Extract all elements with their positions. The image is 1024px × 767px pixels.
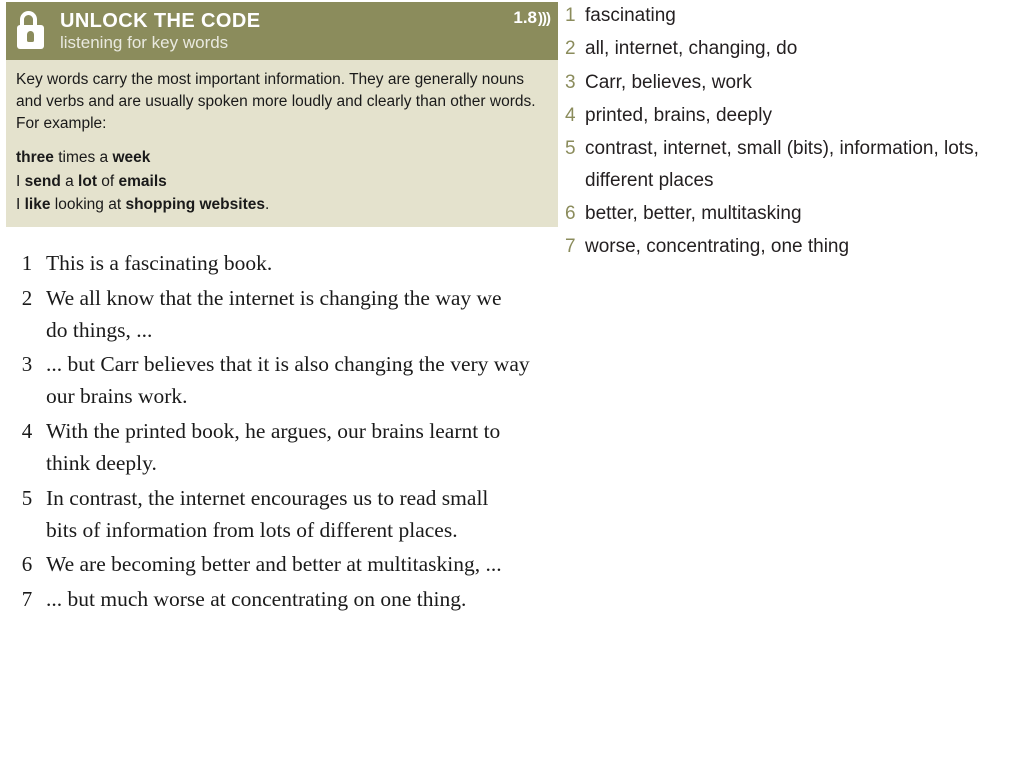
example-sentence <box>16 146 546 170</box>
unlock-panel-header <box>6 2 558 60</box>
answer-key-text: worse, concentrating, one thing <box>585 236 850 258</box>
answer-key-number: 4 <box>565 105 576 127</box>
example-sentence <box>16 193 546 217</box>
sentence-item <box>8 349 708 413</box>
sentence-number: 7 <box>21 587 33 612</box>
example-sentence <box>16 170 546 194</box>
sentence-line: bits of information from lots of different places. <box>46 517 458 542</box>
sentence-number: 1 <box>21 251 33 275</box>
key-word: send <box>24 172 61 190</box>
answer-key-text: all, internet, changing, do <box>585 38 798 60</box>
unlock-panel-titles <box>60 10 260 51</box>
sentence-item <box>8 283 708 347</box>
answer-key-item <box>565 198 1020 229</box>
unlock-panel-examples <box>16 146 546 217</box>
key-word: emails <box>118 172 167 190</box>
key-word: like <box>24 196 51 214</box>
sentence-number: 2 <box>21 285 33 310</box>
answer-key-text: fascinating <box>585 5 676 26</box>
answer-key-number: 1 <box>565 5 576 26</box>
answer-key-number: 5 <box>565 138 576 160</box>
sentence-line: do things, ... <box>46 317 153 342</box>
sentence-line: think deeply. <box>46 450 157 475</box>
example-text: I <box>16 196 25 214</box>
answer-key-text: contrast, internet, small (bits), information, lots, <box>585 138 979 160</box>
audio-track-number: 1.8 <box>513 8 537 27</box>
sentence-item <box>8 248 708 280</box>
example-text: looking at <box>50 196 126 214</box>
sentence-number: 6 <box>21 552 33 577</box>
sentence-line: In contrast, the internet encourages us to read small <box>46 485 489 510</box>
sentence-item <box>8 549 708 581</box>
answer-key-number: 6 <box>565 203 576 225</box>
answer-key-list <box>565 0 1020 265</box>
example-text: a <box>60 172 79 190</box>
answer-key-item <box>565 133 1020 196</box>
unlock-panel-subtitle: listening for key words <box>60 32 229 52</box>
sentence-item <box>8 584 708 616</box>
answer-key-item <box>565 100 1020 131</box>
sentence-line: ... but Carr believes that it is also changing the very way <box>46 352 530 377</box>
unlock-panel-title: UNLOCK THE CODE <box>60 10 261 33</box>
sentence-line: ... but much worse at concentrating on one thing. <box>46 587 467 612</box>
key-word: three <box>16 149 54 166</box>
answer-key-item <box>565 0 1020 31</box>
example-text: . <box>264 196 270 214</box>
sentence-line: With the printed book, he argues, our brains learnt to <box>46 419 501 444</box>
answer-key-number: 7 <box>565 236 576 258</box>
answer-key-number: 2 <box>565 38 576 60</box>
key-word: lot <box>78 172 97 190</box>
unlock-panel-intro-text: Key words carry the most important information. They are generally nouns and verbs and are usually spoken more loudly and clearly than other words. For example: <box>16 71 536 132</box>
sentence-number: 3 <box>21 352 33 377</box>
answer-key-text: printed, brains, deeply <box>585 105 772 127</box>
sentence-list <box>8 248 708 619</box>
sentence-line: This is a fascinating book. <box>46 251 273 275</box>
sentence-item <box>8 416 708 480</box>
audio-track-badge[interactable] <box>513 8 550 28</box>
answer-key-text-continued: different places <box>585 169 714 191</box>
unlock-the-code-panel <box>6 2 558 227</box>
sentence-number: 4 <box>21 419 33 444</box>
answer-key-number: 3 <box>565 71 576 93</box>
example-text: times a <box>53 149 113 166</box>
sentence-line: We are becoming better and better at multitasking, ... <box>46 552 502 577</box>
key-word: week <box>112 149 151 166</box>
sentence-line: our brains work. <box>46 384 188 409</box>
answer-key-text: better, better, multitasking <box>585 203 802 225</box>
sentence-line: We all know that the internet is changing the way we <box>46 285 502 310</box>
example-text: I <box>16 172 25 190</box>
sentence-number: 5 <box>21 485 33 510</box>
answer-key-item <box>565 33 1020 64</box>
example-text: of <box>96 172 119 190</box>
speaker-waves-icon: ))) <box>538 9 550 27</box>
open-lock-icon <box>16 11 50 51</box>
answer-key-item <box>565 67 1020 98</box>
answer-key-text: Carr, believes, work <box>585 71 752 93</box>
unlock-panel-body <box>6 60 558 227</box>
key-word: shopping websites <box>125 196 265 214</box>
sentence-item <box>8 483 708 547</box>
